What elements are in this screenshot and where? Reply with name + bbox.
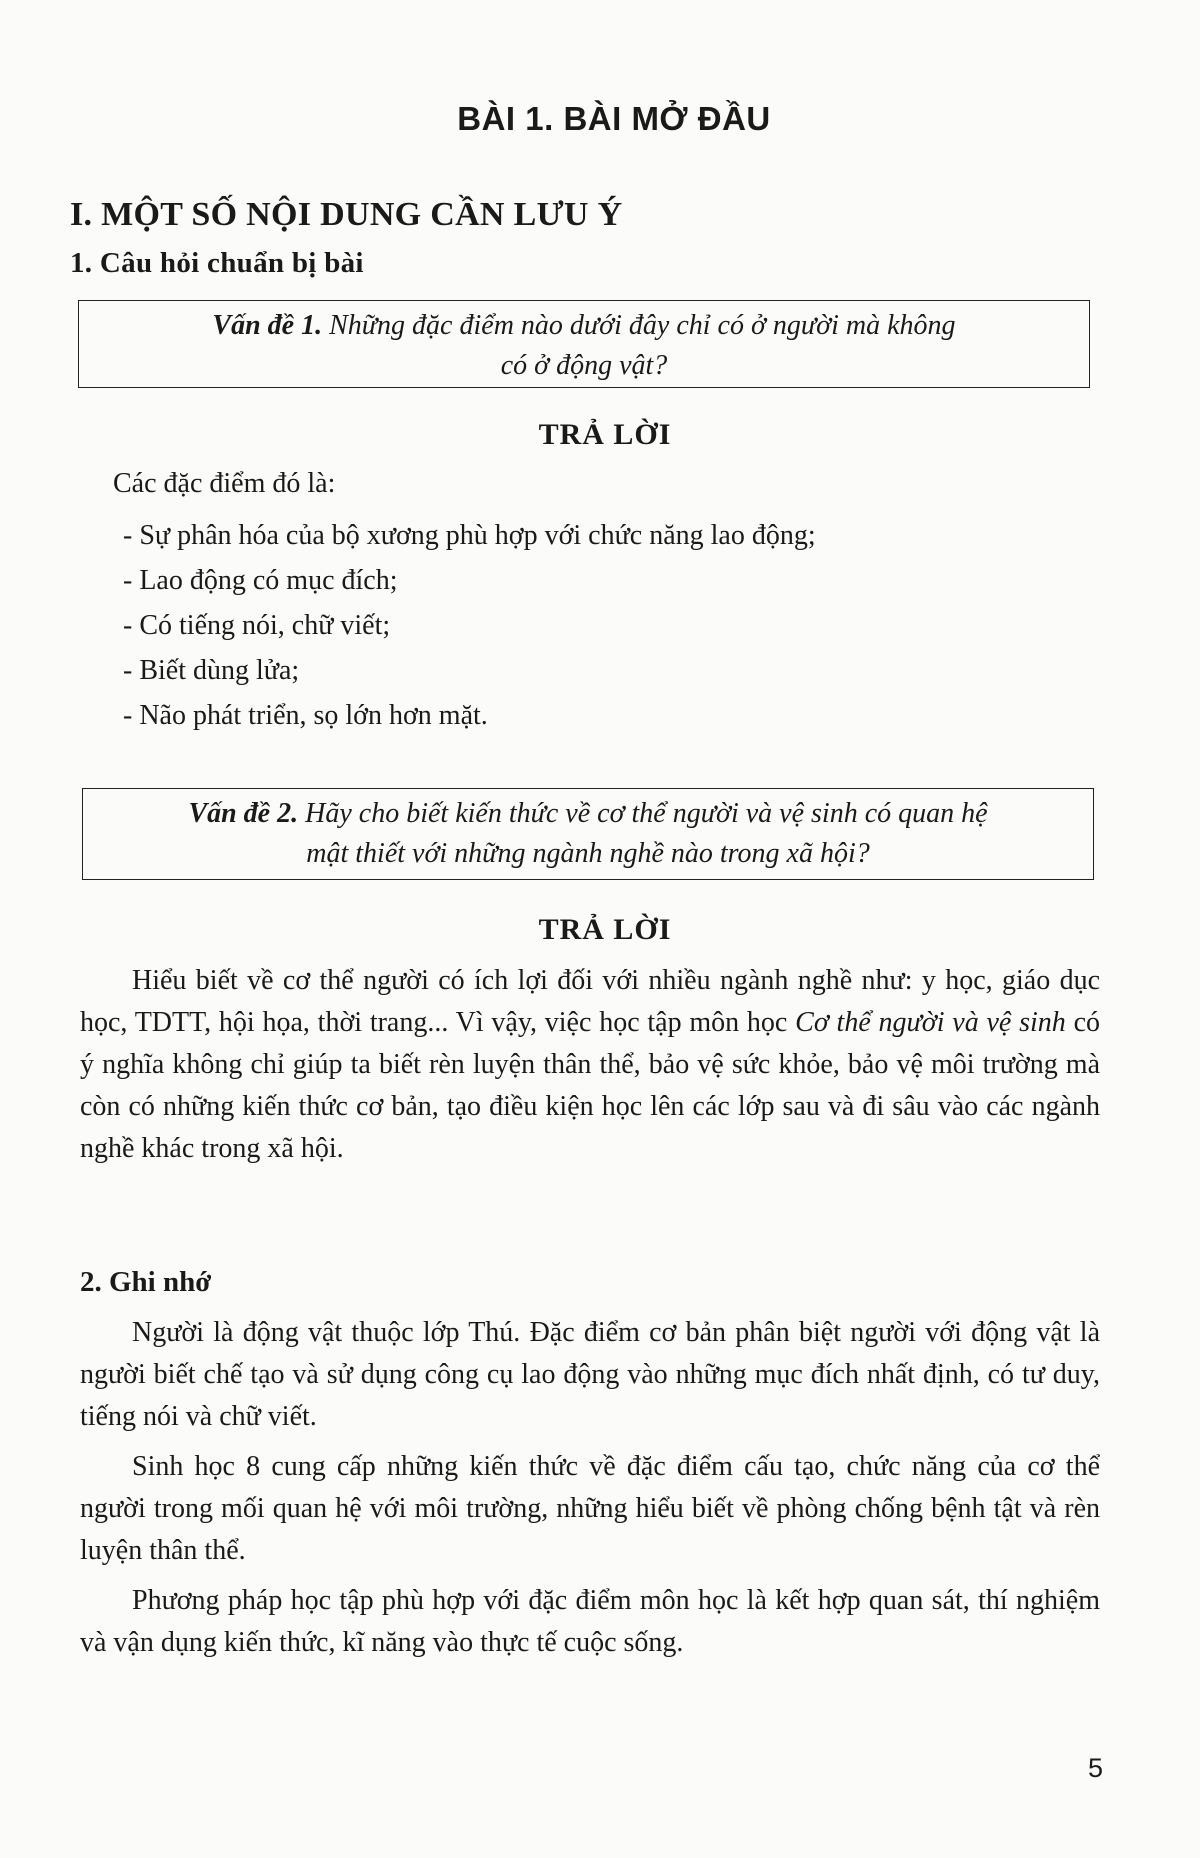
list-item: - Não phát triển, sọ lớn hơn mặt. <box>123 693 816 738</box>
question-box-1 <box>78 300 1090 388</box>
question-box-2 <box>82 788 1094 880</box>
answer-title-1: TRẢ LỜI <box>538 418 672 451</box>
question-1-line-1 <box>79 306 1089 346</box>
subsection-heading-questions: 1. Câu hỏi chuẩn bị bài <box>70 247 364 279</box>
memo-text-1: Người là động vật thuộc lớp Thú. Đặc điểm cơ bản phân biệt người với động vật là người biết chế tạo và sử dụng công cụ lao động vào những mục đích nhất định, có tư duy, tiếng nói và chữ viết. <box>80 1317 1100 1432</box>
memo-paragraph-1 <box>80 1312 1100 1438</box>
question-2-text-2: mật thiết với những ngành nghề nào trong xã hội? <box>306 838 870 869</box>
page-number: 5 <box>1087 1753 1103 1783</box>
question-1-text-1: Những đặc điểm nào dưới đây chỉ có ở người mà không <box>322 310 956 341</box>
list-item: - Sự phân hóa của bộ xương phù hợp với chức năng lao động; <box>123 513 816 558</box>
memo-text-2: Sinh học 8 cung cấp những kiến thức về đặc điểm cấu tạo, chức năng của cơ thể người trong mối quan hệ với môi trường, những hiểu biết về phòng chống bệnh tật và rèn luyện thân thể. <box>80 1451 1100 1566</box>
question-2-text-1: Hãy cho biết kiến thức về cơ thể người và vệ sinh có quan hệ <box>298 798 988 829</box>
section-heading: I. MỘT SỐ NỘI DUNG CẦN LƯU Ý <box>70 196 623 233</box>
answer-2-part-2: có ý nghĩa không chỉ giúp ta biết rèn luyện thân thể, bảo vệ sức khỏe, bảo vệ môi trường mà còn có những kiến thức cơ bản, tạo điều kiện học lên các lớp sau và đi sâu vào các ngành nghề khác trong xã hội. <box>80 1007 1100 1164</box>
answer-2-paragraph <box>80 960 1100 1170</box>
answer-title-2: TRẢ LỜI <box>538 913 672 946</box>
page-title: BÀI 1. BÀI MỞ ĐẦU <box>457 100 771 137</box>
memo-paragraph-2 <box>80 1446 1100 1572</box>
question-1-text-2: có ở động vật? <box>500 350 668 381</box>
question-2-line-1 <box>83 794 1093 834</box>
list-item: - Biết dùng lửa; <box>123 648 816 693</box>
answer-1-intro: Các đặc điểm đó là: <box>113 468 336 499</box>
list-item: - Lao động có mục đích; <box>123 558 816 603</box>
subsection-heading-memo: 2. Ghi nhớ <box>80 1266 212 1298</box>
answer-2-text <box>80 960 1100 1170</box>
question-2-label: Vấn đề 2. <box>188 798 299 829</box>
memo-paragraph-3 <box>80 1580 1100 1664</box>
list-item: - Có tiếng nói, chữ viết; <box>123 603 816 648</box>
answer-1-list <box>123 513 816 738</box>
memo-text-3: Phương pháp học tập phù hợp với đặc điểm môn học là kết hợp quan sát, thí nghiệm và vận dụng kiến thức, kĩ năng vào thực tế cuộc sống. <box>80 1585 1100 1658</box>
answer-2-italic: Cơ thể người và vệ sinh <box>795 1007 1066 1038</box>
question-1-label: Vấn đề 1. <box>212 310 323 341</box>
answer-2-part-1: Hiểu biết về cơ thể người có ích lợi đối với nhiều ngành nghề như: y học, giáo dục học, TDTT, hội họa, thời trang... Vì vậy, việc học tập môn học <box>80 965 1100 1038</box>
